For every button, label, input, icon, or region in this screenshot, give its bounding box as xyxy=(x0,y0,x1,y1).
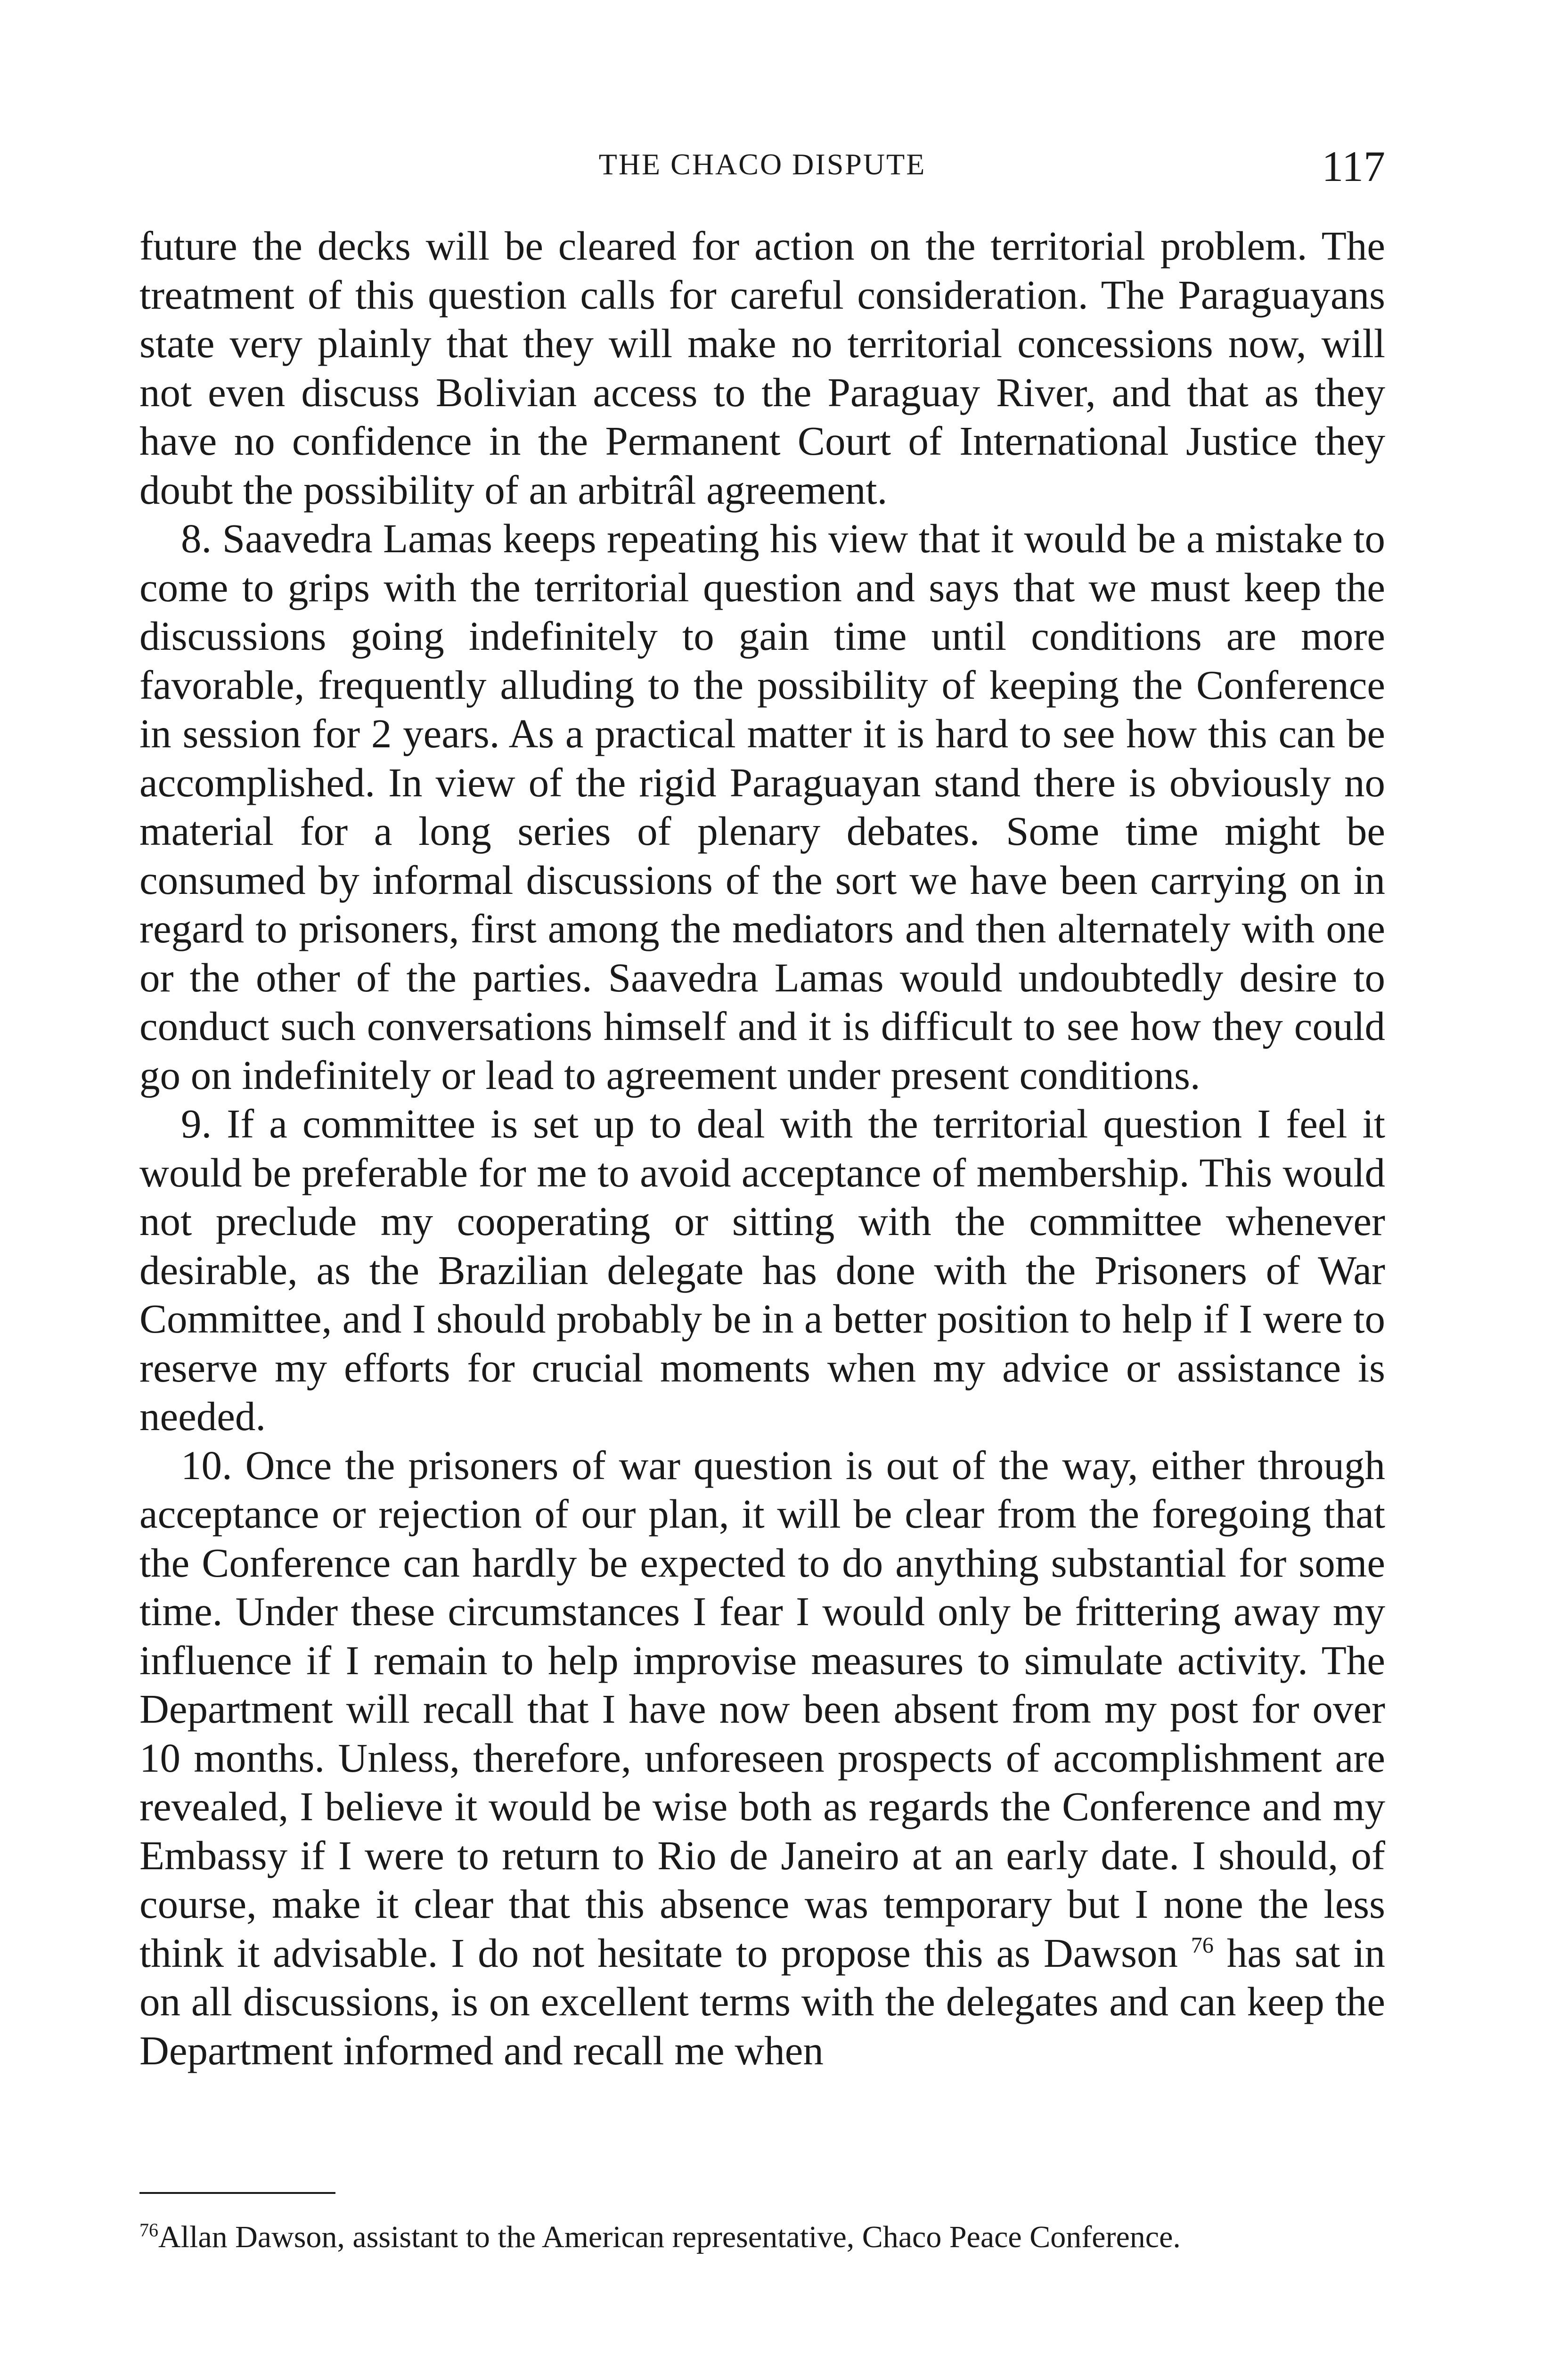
page-number: 117 xyxy=(1322,142,1385,190)
running-title: THE CHACO DISPUTE xyxy=(598,147,926,181)
paragraph-10 xyxy=(139,1441,1385,2075)
body-text xyxy=(139,221,1385,2075)
footnote-marker: 76 xyxy=(139,2219,158,2241)
paragraph-10-text-start: 10. Once the prisoners of war question is out of the way, either through acceptance or rejection of our plan, it will be clear from the foregoing that the Conference can hardly be expected to do anything substantial for some time. Under these circumstances I fear I would only be frittering away my influence if I remain to help improvise measures to simulate activity. The Department will recall that I have now been absent from my post for over 10 months. Unless, therefore, unforeseen prospects of accomplishment are revealed, I believe it would be wise both as regards the Conference and my Embassy if I were to return to Rio de Janeiro at an early date. I should, of course, make it clear that this absence was temporary but I none the less think it advisable. I do not hesitate to propose this as Dawson xyxy=(139,1442,1385,1976)
paragraph-8: 8. Saavedra Lamas keeps repeating his view that it would be a mistake to come to grips with the territorial question and says that we must keep the discussions going indefinitely to gain time until conditions are more favorable, frequently alluding to the possibility of keeping the Conference in session for 2 years. As a practical matter it is hard to see how this can be accomplished. In view of the rigid Paraguayan stand there is obviously no material for a long series of plenary debates. Some time might be consumed by informal discussions of the sort we have been carrying on in regard to prisoners, first among the mediators and then alternately with one or the other of the parties. Saavedra Lamas would undoubtedly desire to conduct such conversations himself and it is difficult to see how they could go on indefinitely or lead to agreement under present conditions. xyxy=(139,515,1385,1098)
paragraph-10-text-end: has sat in on all discussions, is on excellent terms with the delegates and can keep the Department informed and recall me when xyxy=(139,1930,1385,2073)
footnote-divider xyxy=(139,2192,335,2194)
paragraph-9: 9. If a committee is set up to deal with the territorial question I feel it would be preferable for me to avoid acceptance of membership. This would not preclude my cooperating or sitting with the committee whenever desirable, as the Brazilian delegate has done with the Prisoners of War Committee, and I should probably be in a better position to help if I were to reserve my efforts for crucial moments when my advice or assistance is needed. xyxy=(139,1101,1385,1439)
footnote-text: Allan Dawson, assistant to the American representative, Chaco Peace Conference. xyxy=(158,2220,1181,2254)
footnote-reference[interactable]: 76 xyxy=(1191,1932,1214,1958)
running-header xyxy=(139,141,1385,198)
paragraph-continued: future the decks will be cleared for action on the territorial problem. The treatment of this question calls for careful consideration. The Paraguayans state very plainly that they will make no territorial concessions now, will not even discuss Bolivian access to the Paraguay River, and that as they have no confidence in the Permanent Court of International Justice they doubt the possibility of an arbitrâl agreement. xyxy=(139,223,1385,513)
footnote-76 xyxy=(139,2219,1385,2255)
